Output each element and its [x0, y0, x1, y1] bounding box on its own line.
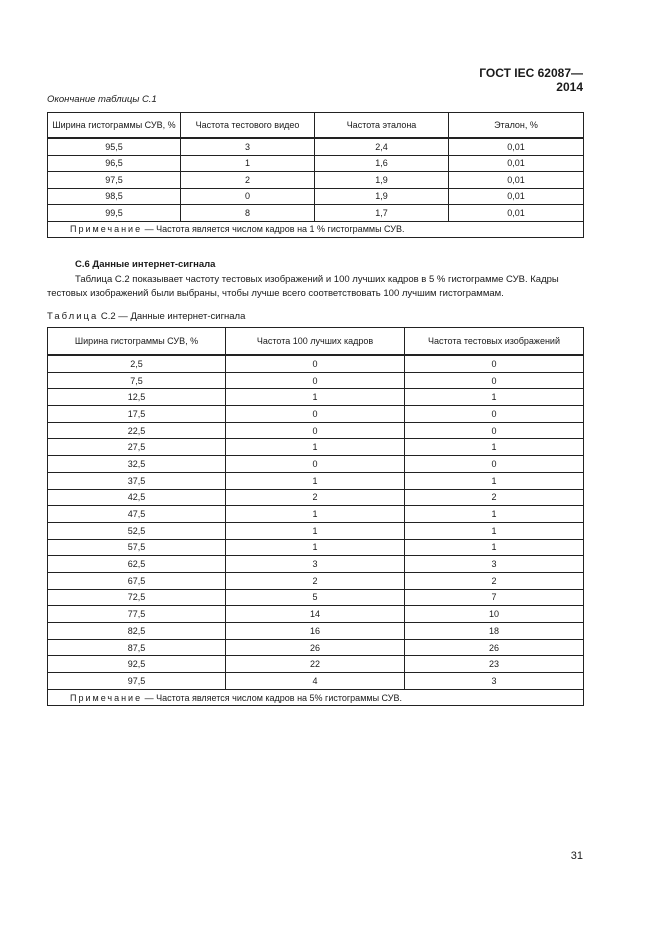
table2-cell: 0: [405, 406, 584, 423]
table2-cell: 0: [405, 355, 584, 372]
table1-row: [48, 138, 584, 155]
table1-row: [48, 172, 584, 189]
table2-cell: 0: [226, 372, 405, 389]
table2-row: [48, 439, 584, 456]
table2-caption-label: Таблица: [47, 311, 99, 322]
table1-cell: 0: [181, 188, 315, 205]
section-paragraph: Таблица С.2 показывает частоту тестовых изображений и 100 лучших кадров в 5 % гистограмме СУВ. Кадры тестовых изображений были выбраны, чтобы лучше всего соответствовать 100 лучшим гистограммам.: [47, 274, 559, 299]
table1-cell: 0,01: [449, 205, 584, 222]
table1-cell: 0,01: [449, 138, 584, 155]
table2-cell: 2: [226, 489, 405, 506]
table2-cell: 1: [226, 472, 405, 489]
table2-cell: 2: [226, 572, 405, 589]
table2-cell: 92,5: [48, 656, 226, 673]
table2-cell: 7: [405, 589, 584, 606]
table2-header-cell: Частота 100 лучших кадров: [226, 328, 405, 356]
table2-cell: 42,5: [48, 489, 226, 506]
table2-cell: 23: [405, 656, 584, 673]
table2-cell: 0: [226, 406, 405, 423]
table2-cell: 1: [226, 439, 405, 456]
table2-cell: 82,5: [48, 623, 226, 640]
table2-cell: 0: [405, 456, 584, 473]
table2-cell: 1: [226, 522, 405, 539]
table2-cell: 87,5: [48, 639, 226, 656]
table2-cell: 0: [226, 355, 405, 372]
table2-cell: 32,5: [48, 456, 226, 473]
table1-cell: 1,9: [315, 188, 449, 205]
table2-cell: 14: [226, 606, 405, 623]
table1-cell: 1,9: [315, 172, 449, 189]
table2-header-row: [48, 328, 584, 356]
table2-cell: 77,5: [48, 606, 226, 623]
page-number: 31: [570, 850, 583, 862]
table1: [47, 112, 584, 238]
table1-row: [48, 188, 584, 205]
table2-cell: 17,5: [48, 406, 226, 423]
table2-cell: 22,5: [48, 422, 226, 439]
table2-cell: 0: [405, 372, 584, 389]
table1-cell: 96,5: [48, 155, 181, 172]
table2-caption-text: С.2 — Данные интернет-сигнала: [98, 311, 246, 322]
table2-note-text: — Частота является числом кадров на 5% гистограммы СУВ.: [142, 692, 402, 703]
table2-row: [48, 673, 584, 690]
table2-row: [48, 355, 584, 372]
document-code: ГОСТ IEC 62087—2014: [479, 66, 583, 94]
table2-cell: 22: [226, 656, 405, 673]
table1-note-text: — Частота является числом кадров на 1 % гистограммы СУВ.: [142, 224, 405, 235]
table2-row: [48, 522, 584, 539]
table2-row: [48, 372, 584, 389]
table1-note-label: Примечание: [70, 224, 143, 235]
table1-cell: 1,7: [315, 205, 449, 222]
table1-cell: 99,5: [48, 205, 181, 222]
table2-cell: 26: [405, 639, 584, 656]
table2-cell: 4: [226, 673, 405, 690]
section-title: С.6 Данные интернет-сигнала: [75, 259, 216, 270]
table2-note: [48, 689, 584, 706]
table2-cell: 0: [226, 422, 405, 439]
table1-note: [48, 221, 584, 238]
table2-cell: 1: [405, 389, 584, 406]
table2-cell: 1: [405, 539, 584, 556]
table2-cell: 67,5: [48, 572, 226, 589]
table2-row: [48, 489, 584, 506]
table1-cell: 0,01: [449, 155, 584, 172]
table2-cell: 57,5: [48, 539, 226, 556]
table2-cell: 2,5: [48, 355, 226, 372]
table2-row: [48, 589, 584, 606]
table2-cell: 7,5: [48, 372, 226, 389]
table2-row: [48, 639, 584, 656]
table2-note-label: Примечание: [70, 692, 143, 703]
table2-cell: 27,5: [48, 439, 226, 456]
table2-row: [48, 472, 584, 489]
table1-cell: 8: [181, 205, 315, 222]
table2-cell: 47,5: [48, 506, 226, 523]
table1-cell: 98,5: [48, 188, 181, 205]
table2-cell: 3: [226, 556, 405, 573]
table2-cell: 0: [405, 422, 584, 439]
table2-row: [48, 389, 584, 406]
table2-cell: 72,5: [48, 589, 226, 606]
table2-cell: 37,5: [48, 472, 226, 489]
table2-cell: 10: [405, 606, 584, 623]
table2-cell: 52,5: [48, 522, 226, 539]
table1-cell: 2,4: [315, 138, 449, 155]
table1-cell: 95,5: [48, 138, 181, 155]
table2-header-cell: Ширина гистограммы СУВ, %: [48, 328, 226, 356]
table2-cell: 26: [226, 639, 405, 656]
table2-cell: 18: [405, 623, 584, 640]
table2-row: [48, 506, 584, 523]
table2-cell: 3: [405, 556, 584, 573]
table1-cell: 3: [181, 138, 315, 155]
table1-cell: 2: [181, 172, 315, 189]
table2-cell: 1: [226, 539, 405, 556]
table1-row: [48, 155, 584, 172]
table1-header-cell: Эталон, %: [449, 113, 584, 139]
table2-row: [48, 623, 584, 640]
table1-header-cell: Частота эталона: [315, 113, 449, 139]
table2-row: [48, 406, 584, 423]
table2-cell: 97,5: [48, 673, 226, 690]
table1-row: [48, 205, 584, 222]
table1-cell: 0,01: [449, 172, 584, 189]
table2-cell: 1: [226, 506, 405, 523]
table2-cell: 1: [226, 389, 405, 406]
table2-row: [48, 656, 584, 673]
table2-caption: [47, 311, 245, 322]
table2-cell: 1: [405, 522, 584, 539]
table2-body: [48, 355, 584, 689]
table1-cell: 1,6: [315, 155, 449, 172]
table2-cell: 2: [405, 489, 584, 506]
table1-body: [48, 138, 584, 221]
table2-row: [48, 556, 584, 573]
table1-cell: 97,5: [48, 172, 181, 189]
table2-cell: 1: [405, 439, 584, 456]
table2-cell: 0: [226, 456, 405, 473]
table1-caption: Окончание таблицы С.1: [47, 94, 157, 105]
table1-header-row: [48, 113, 584, 139]
table2-cell: 1: [405, 472, 584, 489]
table2-cell: 5: [226, 589, 405, 606]
table2-cell: 3: [405, 673, 584, 690]
table2-cell: 62,5: [48, 556, 226, 573]
table2-row: [48, 606, 584, 623]
table2-row: [48, 572, 584, 589]
table2-row: [48, 539, 584, 556]
table1-header-cell: Частота тестового видео: [181, 113, 315, 139]
table1-note-row: [48, 221, 584, 238]
table2-cell: 1: [405, 506, 584, 523]
table1-header-cell: Ширина гистограммы СУВ, %: [48, 113, 181, 139]
table2-row: [48, 422, 584, 439]
table2-note-row: [48, 689, 584, 706]
table1-cell: 1: [181, 155, 315, 172]
table2: [47, 327, 584, 706]
table2-cell: 16: [226, 623, 405, 640]
table2-cell: 2: [405, 572, 584, 589]
table2-header-cell: Частота тестовых изображений: [405, 328, 584, 356]
table2-row: [48, 456, 584, 473]
table1-cell: 0,01: [449, 188, 584, 205]
table2-cell: 12,5: [48, 389, 226, 406]
